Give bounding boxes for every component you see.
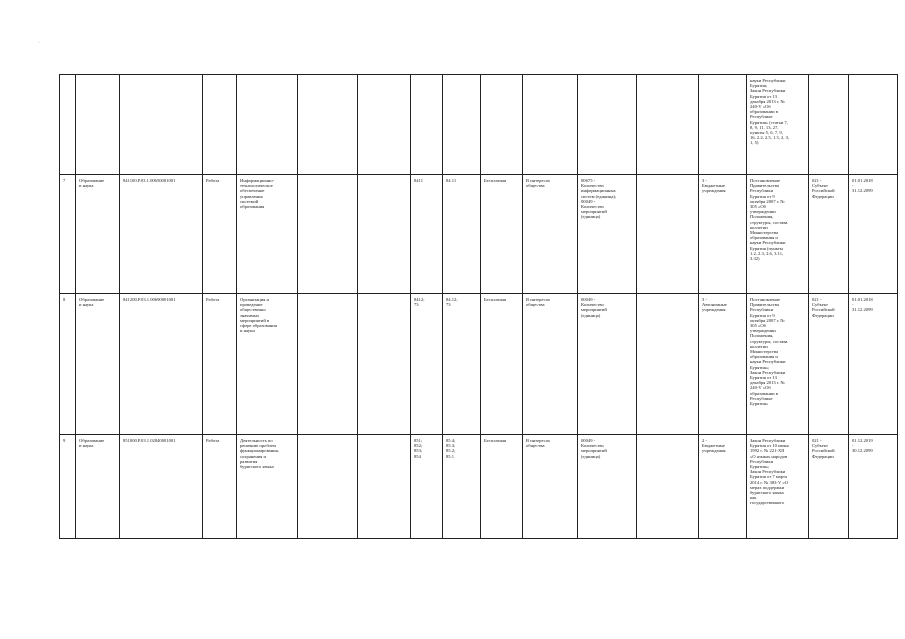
cell-payment: Бесплатная <box>481 175 523 294</box>
cell-okved-code: 8411 <box>411 175 443 294</box>
cell-volume-indicators: 00049 - Количество мероприятий (единица) <box>578 435 637 539</box>
cell-volume-indicators: 00675 - Количество информационных систем (единица); 00049 - Количество мероприятий (единица) <box>578 175 637 294</box>
cell-legal-basis: науки Республики Бурятия; Закон Республики Бурятия от 13 декабря 2013 г. № 240-V «Об образовании в Республике Бурятия» (статьи 7, 8, 9, 11, 13, 27, пункты 5, 6, 7, 9, 16, 2.2, 2.5, 1.3, 2, 3, 1, 5) <box>747 75 809 175</box>
cell-level: 021 - Субъект Российской Федерации <box>809 435 849 539</box>
cell-type <box>203 75 237 175</box>
cell-work-name: Деятельность по решению проблем функционирования, сохранения и развития бурятского языка <box>237 435 298 539</box>
cell-work-name: Организация и проведение общественно значимых мероприятий в сфере образования и науки <box>237 294 298 435</box>
cell-number <box>60 75 76 175</box>
cell-validity-period: 01.12.2019 - 30.12.2099 <box>849 435 898 539</box>
cell-conditions <box>358 75 411 175</box>
cell-registry-code: 841100.Р.03.1.00650001001 <box>120 175 203 294</box>
cell-number: 7 <box>60 175 76 294</box>
services-registry-table <box>59 74 898 539</box>
cell-type: Работа <box>203 294 237 435</box>
table-row <box>60 175 898 294</box>
cell-number: 9 <box>60 435 76 539</box>
cell-payment <box>481 75 523 175</box>
cell-validity-period: 01.01.2018 - 31.12.2099 <box>849 175 898 294</box>
cell-conditions <box>358 175 411 294</box>
cell-number: 8 <box>60 294 76 435</box>
cell-okved-code: 8412; 73 <box>411 294 443 435</box>
cell-sector: Образование и наука <box>76 294 120 435</box>
cell-okved-code: 851; 852; 853; 854 <box>411 435 443 539</box>
cell-payment: Бесплатная <box>481 435 523 539</box>
cell-sector <box>76 75 120 175</box>
cell-quality-indicators <box>637 435 699 539</box>
scan-mark: · <box>38 40 40 46</box>
cell-okved: 85.4; 85.3; 85.2; 85.1 <box>443 435 481 539</box>
cell-okved <box>443 75 481 175</box>
cell-conditions <box>358 435 411 539</box>
cell-sector: Образование и наука <box>76 175 120 294</box>
cell-consumers: В интересах общества <box>523 294 578 435</box>
cell-conditions <box>358 294 411 435</box>
cell-institution-type: 3 - Автономные учреждения <box>699 294 747 435</box>
cell-registry-code: 851000.Р.03.1.02840001001 <box>120 435 203 539</box>
cell-okved: 84.12; 73 <box>443 294 481 435</box>
cell-volume-indicators: 00049 - Количество мероприятий (единица) <box>578 294 637 435</box>
cell-institution-type: 3 - Бюджетные учреждения <box>699 175 747 294</box>
cell-level: 021 - Субъект Российской Федерации <box>809 294 849 435</box>
cell-content <box>298 175 358 294</box>
cell-legal-basis: Постановление Правительства Республики Бурятия от 9 октября 2007 г. № 305 «Об утверждении Положения, структуры, состава коллегии Министерства образования и науки Республики Бурятия»; Закон Республики Бурятия от 13 декабря 2013 г. № 240-V «Об образовании в Республике Бурятия» <box>747 294 809 435</box>
cell-volume-indicators <box>578 75 637 175</box>
cell-okved: 84.11 <box>443 175 481 294</box>
cell-registry-code: 841200.Р.03.1.00690001001 <box>120 294 203 435</box>
cell-quality-indicators <box>637 175 699 294</box>
cell-level <box>809 75 849 175</box>
cell-consumers: В интересах общества <box>523 175 578 294</box>
cell-content <box>298 75 358 175</box>
cell-consumers: В интересах общества <box>523 435 578 539</box>
cell-validity-period <box>849 75 898 175</box>
cell-quality-indicators <box>637 75 699 175</box>
cell-legal-basis: Закон Республики Бурятия от 10 июня 1992 г. № 221-XII «О языках народов Республики Бурятия»; Закон Республики Бурятия от 7 марта 2014 г. № 383-V «О мерах поддержки бурятского языка как государственного <box>747 435 809 539</box>
cell-quality-indicators <box>637 294 699 435</box>
cell-type: Работа <box>203 175 237 294</box>
table-row <box>60 294 898 435</box>
cell-payment: Бесплатная <box>481 294 523 435</box>
cell-registry-code <box>120 75 203 175</box>
cell-institution-type: 2 - Бюджетные учреждения <box>699 435 747 539</box>
cell-content <box>298 435 358 539</box>
table-row <box>60 75 898 175</box>
cell-work-name: Информационно- технологическое обеспечение управления системой образования <box>237 175 298 294</box>
cell-level: 021 - Субъект Российской Федерации <box>809 175 849 294</box>
cell-type: Работа <box>203 435 237 539</box>
cell-content <box>298 294 358 435</box>
cell-validity-period: 01.01.2018 - 31.12.2099 <box>849 294 898 435</box>
cell-okved-code <box>411 75 443 175</box>
cell-consumers <box>523 75 578 175</box>
cell-legal-basis: Постановление Правительства Республики Бурятия от 9 октября 2007 г. № 305 «Об утверждении Положения, структуры, состава коллегии Министерства образования и науки Республики Бурятия (пункты 1.2, 2.3, 2.6, 3.11, 3.32) <box>747 175 809 294</box>
cell-institution-type <box>699 75 747 175</box>
table-row <box>60 435 898 539</box>
cell-sector: Образование и наука <box>76 435 120 539</box>
cell-work-name <box>237 75 298 175</box>
